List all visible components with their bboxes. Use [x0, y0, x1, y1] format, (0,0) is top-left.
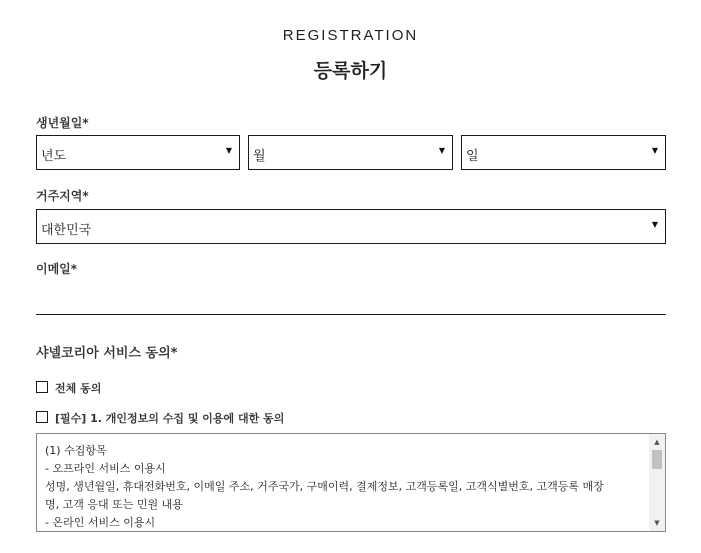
scroll-thumb[interactable]	[652, 450, 662, 469]
email-input[interactable]	[36, 284, 666, 312]
region-select[interactable]	[36, 209, 666, 244]
birth-year-value: 년도	[41, 149, 67, 164]
region-value: 대한민국	[41, 223, 92, 238]
terms-line: 성명, 생년월일, 휴대전화번호, 이메일 주소, 거주국가, 구매이력, 결제정보, 고객등록일, 고객식별번호, 고객등록 매장	[45, 480, 604, 493]
chevron-down-icon: ▼	[651, 220, 658, 229]
privacy-terms-text	[45, 442, 641, 532]
required-consent-1-checkbox[interactable]	[36, 411, 48, 423]
scroll-up-arrow-icon[interactable]: ▲	[654, 438, 660, 446]
chevron-down-icon: ▼	[438, 146, 445, 155]
terms-line: - 온라인 서비스 이용시	[45, 516, 156, 529]
agree-all-checkbox[interactable]	[36, 381, 48, 393]
birth-month-select[interactable]	[248, 135, 453, 170]
birth-day-value: 일	[466, 149, 479, 164]
chevron-down-icon: ▼	[225, 146, 232, 155]
birth-month-value: 월	[253, 149, 266, 164]
email-label: 이메일*	[36, 262, 78, 276]
privacy-terms-box[interactable]	[36, 433, 666, 532]
terms-line: 명, 고객 응대 또는 민원 내용	[45, 498, 183, 511]
terms-line: (1) 수집항목	[45, 444, 107, 457]
required-consent-1-label: [필수] 1. 개인정보의 수집 및 이용에 대한 동의	[55, 412, 285, 425]
chevron-down-icon: ▼	[651, 146, 658, 155]
email-underline	[36, 314, 666, 315]
terms-line: - 오프라인 서비스 이용시	[45, 462, 166, 475]
agree-all-label: 전체 동의	[55, 382, 102, 395]
registration-title-en: REGISTRATION	[282, 27, 419, 44]
birth-day-select[interactable]	[461, 135, 666, 170]
birth-year-select[interactable]	[36, 135, 240, 170]
birth-date-label: 생년월일*	[36, 116, 89, 130]
scroll-down-arrow-icon[interactable]: ▼	[654, 519, 660, 527]
region-label: 거주지역*	[36, 189, 89, 203]
service-consent-title: 샤넬코리아 서비스 동의*	[36, 346, 178, 361]
registration-title-ko: 등록하기	[313, 60, 388, 82]
terms-scrollbar[interactable]	[649, 434, 665, 531]
